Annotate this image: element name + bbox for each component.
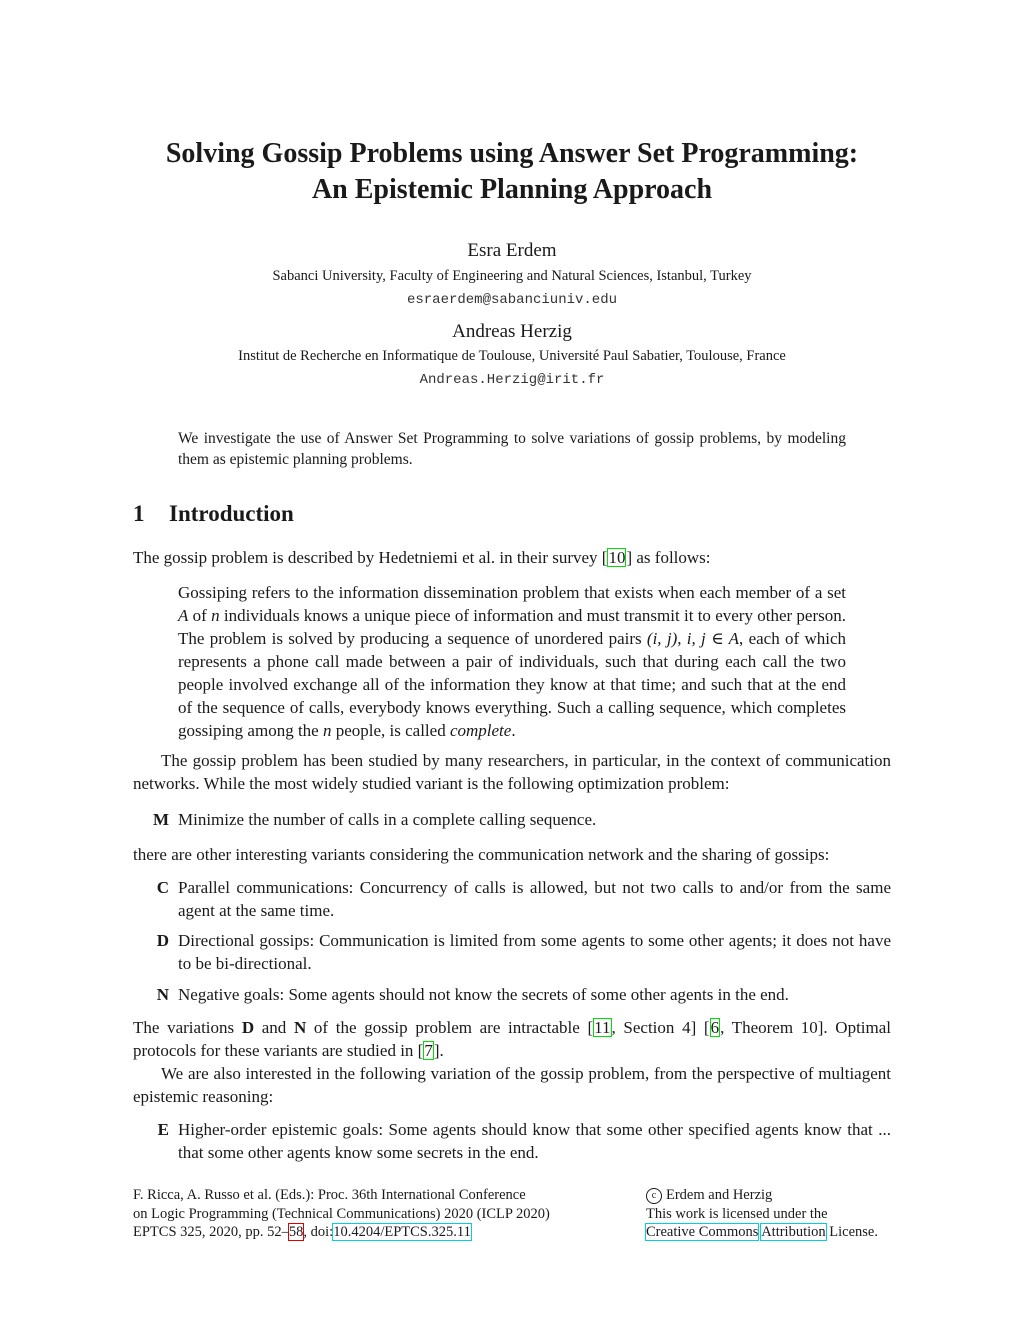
intro-paragraph-3: there are other interesting variants considering the communication network and the sharing of gossips: xyxy=(133,845,830,864)
author-affiliation-2: Institut de Recherche en Informatique de Toulouse, Université Paul Sabatier, Toulouse, France xyxy=(238,348,786,364)
variant-item-E xyxy=(133,1118,891,1164)
intro-paragraph-2: The gossip problem has been studied by many researchers, in particular, in the context of communication networks. While the most widely studied variant is the following optimization problem: xyxy=(133,751,891,793)
variant-letter: N xyxy=(156,985,169,1004)
footer-line-1: F. Ricca, A. Russo et al. (Eds.): Proc. 36th International Conference xyxy=(133,1187,526,1203)
footer-license xyxy=(646,1186,906,1242)
variant-text: Higher-order epistemic goals: Some agents should know that some other specified agents know that ... that some other agents know some secrets in the end. xyxy=(178,1120,891,1162)
variant-letter: E xyxy=(157,1120,169,1139)
variant-item-N xyxy=(133,983,891,1006)
author-email-1[interactable]: esraerdem@sabanciuniv.edu xyxy=(406,292,618,308)
title-line-2: An Epistemic Planning Approach xyxy=(311,174,713,205)
variant-letter: M xyxy=(152,810,169,829)
variant-text: Minimize the number of calls in a complete calling sequence. xyxy=(178,810,597,829)
footer-citation xyxy=(133,1186,553,1242)
creative-commons-link[interactable]: Creative Commons xyxy=(646,1224,759,1240)
citation-link[interactable]: 10 xyxy=(608,548,626,567)
attribution-link[interactable]: Attribution xyxy=(761,1224,826,1240)
footer-license-links: Creative Commons Attribution License. xyxy=(646,1224,878,1240)
footer-copyright: c Erdem and Herzig xyxy=(646,1186,906,1205)
intro-paragraph-1: The gossip problem is described by Hedetniemi et al. in their survey [10] as follows: xyxy=(133,548,711,567)
author-name-1: Esra Erdem xyxy=(467,240,557,261)
page-range-link[interactable]: 58 xyxy=(288,1224,304,1240)
definition-quote: Gossiping refers to the information dissemination problem that exists when each member of a set A of n individuals knows a unique piece of information and must transmit it to every other person. The problem is solved by producing a sequence of unordered pairs (i, j), i, j ∈ A, each of which represents a phone call made between a pair of individuals, such that during each call the two people involved exchange all of the information they know at that time; and such that at the end of the sequence of calls, everybody knows everything. Such a calling sequence, which completes gossiping among the n people, is called complete. xyxy=(178,583,847,740)
paper-title xyxy=(0,136,1024,208)
footer-line-2: on Logic Programming (Technical Communications) 2020 (ICLP 2020) xyxy=(133,1205,550,1222)
section-heading xyxy=(133,501,294,527)
copyright-icon: c xyxy=(646,1188,662,1204)
doi-link[interactable]: 10.4204/EPTCS.325.11 xyxy=(333,1224,471,1240)
intro-paragraph-4: The variations D and N of the gossip problem are intractable [11, Section 4] [6, Theorem 10]. Optimal protocols for these variants are studied in [7]. xyxy=(133,1018,892,1060)
section-number: 1 xyxy=(133,501,145,526)
variant-item-C xyxy=(133,876,891,922)
citation-link[interactable]: 6 xyxy=(710,1018,720,1037)
footer-license-line: This work is licensed under the xyxy=(646,1205,828,1222)
variant-text: Parallel communications: Concurrency of calls is allowed, but not two calls to and/or from the same agent at the same time. xyxy=(178,878,891,920)
footer-line-3: EPTCS 325, 2020, pp. 52–58, doi:10.4204/EPTCS.325.11 xyxy=(133,1224,471,1240)
variant-item-M xyxy=(133,808,891,831)
variant-text: Negative goals: Some agents should not know the secrets of some other agents in the end. xyxy=(178,985,789,1004)
abstract: We investigate the use of Answer Set Programming to solve variations of gossip problems, by modeling them as epistemic planning problems. xyxy=(178,430,846,468)
citation-link[interactable]: 7 xyxy=(424,1041,433,1060)
author-affiliation-1: Sabanci University, Faculty of Engineering and Natural Sciences, Istanbul, Turkey xyxy=(272,268,752,284)
section-title: Introduction xyxy=(169,501,294,526)
author-email-2[interactable]: Andreas.Herzig@irit.fr xyxy=(419,372,605,388)
citation-link[interactable]: 11 xyxy=(594,1018,611,1037)
author-name-2: Andreas Herzig xyxy=(452,321,572,342)
variant-letter: C xyxy=(156,878,169,897)
title-line-1: Solving Gossip Problems using Answer Set Programming: xyxy=(165,138,859,169)
variant-item-D xyxy=(133,929,891,975)
variant-text: Directional gossips: Communication is limited from some agents to some other agents; it does not have to be bi-directional. xyxy=(178,931,891,973)
intro-paragraph-5: We are also interested in the following variation of the gossip problem, from the perspective of multiagent epistemic reasoning: xyxy=(133,1064,891,1106)
variant-letter: D xyxy=(156,931,169,950)
